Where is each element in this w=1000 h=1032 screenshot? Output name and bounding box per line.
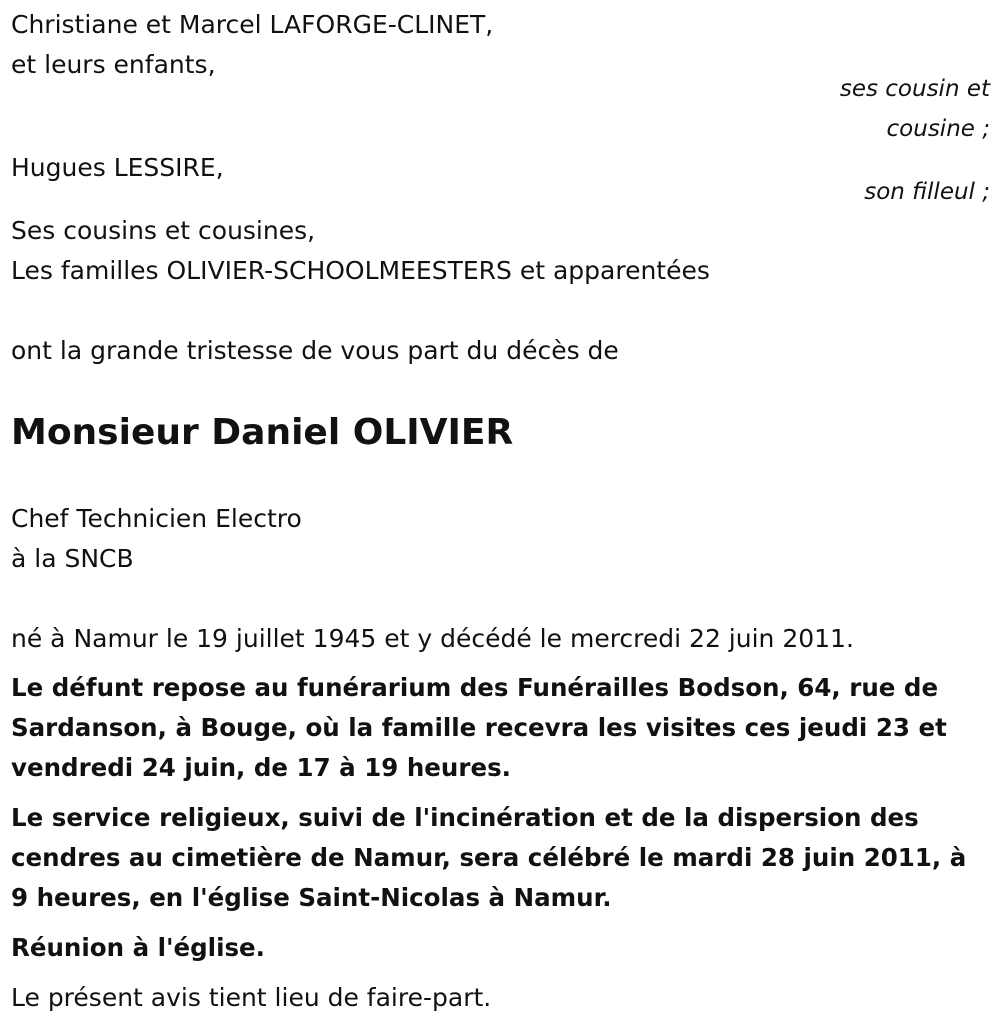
- job-title: Chef Technicien Electro: [11, 504, 302, 533]
- visitation-paragraph: Le défunt repose au funérarium des Funérailles Bodson, 64, rue de Sardanson, à Bouge, où la famille recevra les visites ces jeudi 23 et vendredi 24 juin, de 17 à 19 heures.: [11, 673, 947, 782]
- service-paragraph: Le service religieux, suivi de l'incinération et de la dispersion des cendres au cimetière de Namur, sera célébré le mardi 28 juin 2011, à 9 heures, en l'église Saint-Nicolas à Namur.: [11, 803, 967, 912]
- announcement-text: ont la grande tristesse de vous part du décès de: [11, 336, 619, 365]
- job-employer: à la SNCB: [11, 544, 134, 573]
- notice-text: Le présent avis tient lieu de faire-part.: [11, 983, 492, 1012]
- family-line-lessire: Hugues LESSIRE,: [11, 153, 224, 182]
- family-line-families: Les familles OLIVIER-SCHOOLMEESTERS et apparentées: [11, 256, 710, 285]
- birth-death-text: né à Namur le 19 juillet 1945 et y décédé le mercredi 22 juin 2011.: [11, 624, 854, 653]
- meeting-text: Réunion à l'église.: [11, 933, 265, 962]
- relation-cousins-line1: ses cousin et: [839, 76, 990, 102]
- relation-cousins-line2: cousine ;: [886, 116, 990, 142]
- relation-godson: son filleul ;: [864, 179, 990, 205]
- deceased-name: Monsieur Daniel OLIVIER: [11, 412, 514, 453]
- family-line-laforge: Christiane et Marcel LAFORGE-CLINET,: [11, 10, 494, 39]
- family-line-cousins: Ses cousins et cousines,: [11, 216, 316, 245]
- family-line-children: et leurs enfants,: [11, 50, 216, 79]
